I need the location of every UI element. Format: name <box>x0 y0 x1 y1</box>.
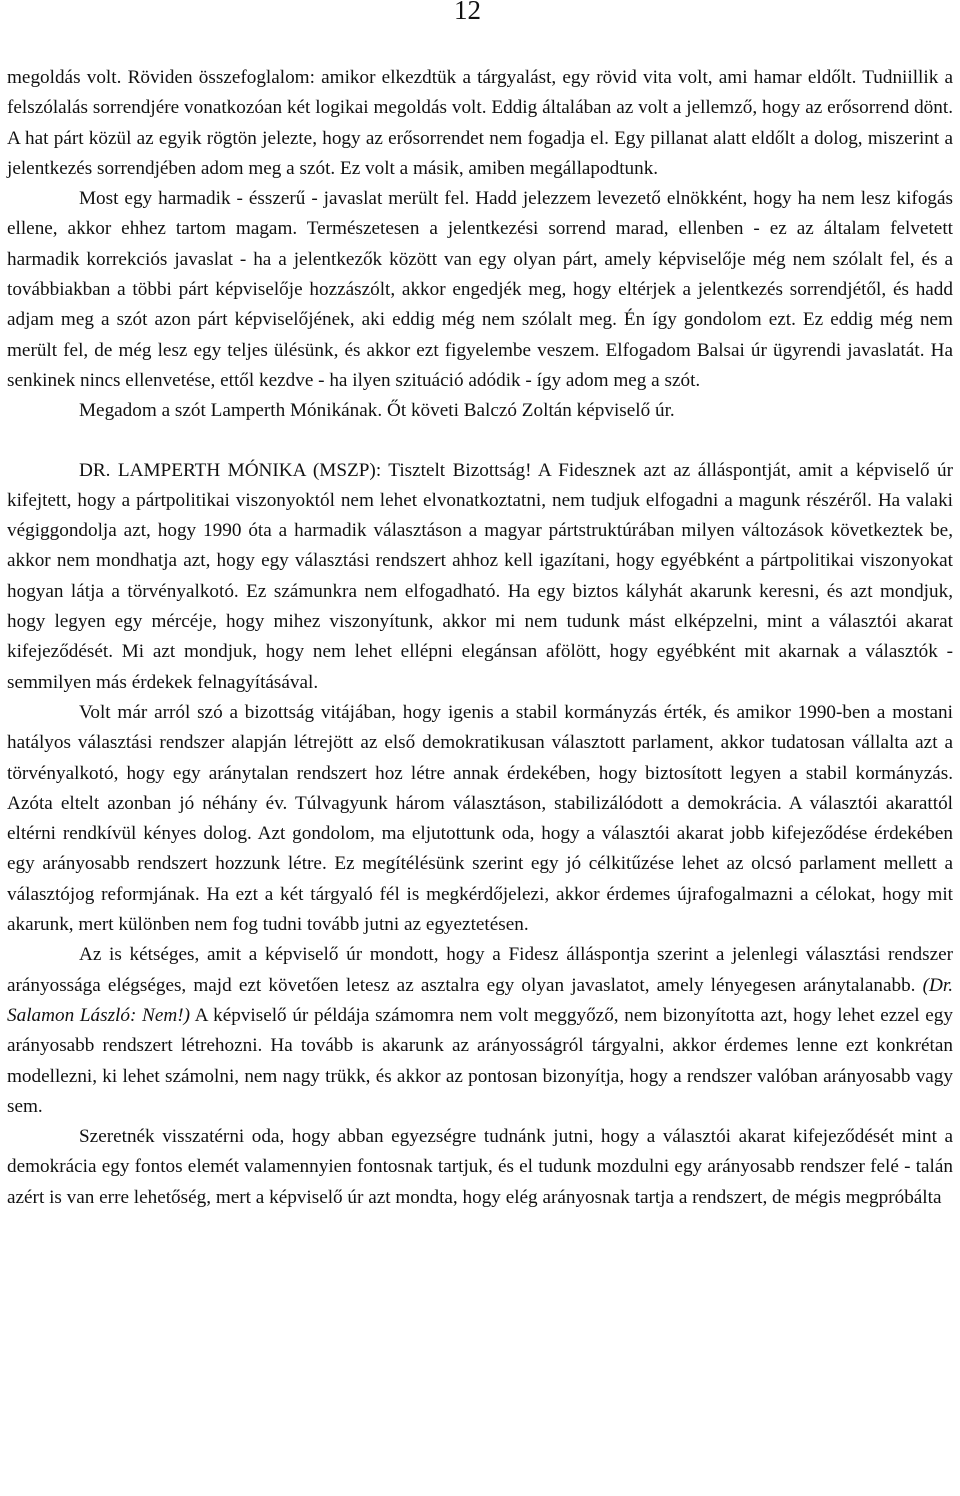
paragraph-text: Most egy harmadik - ésszerű - javaslat merült fel. Hadd jelezzem levezető elnökként, hogy ha nem lesz kifogás ellene, akkor ehhez tartom magam. Természetesen a jelentkezési sorrend marad, ellenben - ez az általam felvetett harmadik korrekciós javaslat - ha a jelentkezők között van egy olyan párt, amely képviselője még nem szólalt fel, és a továbbiakban a többi párt képviselője hozzászólt, akkor engedjék meg, hogy eltérjek a jelentkezés sorrendjétől, és hadd adjam meg a szót azon párt képviselőjének, aki eddig még nem szólalt meg. Én így gondolom ezt. Ez eddig még nem merült fel, de még lesz egy teljes ülésünk, és akkor ezt figyelembe veszem. Elfogadom Balsai úr ügyrendi javaslatát. Ha senkinek nincs ellenvetése, ettől kezdve - ha ilyen szituáció adódik - így adom meg a szót. <box>7 188 953 391</box>
paragraph-7 <box>7 1122 953 1213</box>
paragraph-2 <box>7 184 953 396</box>
paragraph-4 <box>7 456 953 698</box>
paragraph-1 <box>7 63 953 184</box>
paragraph-5 <box>7 698 953 940</box>
paragraph-text: Volt már arról szó a bizottság vitájában, hogy igenis a stabil kormányzás érték, és amikor 1990-ben a mostani hatályos választási rendszer alapján létrejött az első demokratikusan választott parlament, akkor tudatosan vállalta azt a törvényalkotó, hogy egy aránytalan rendszert hoz létre annak érdekében, hogy biztosított legyen a stabil kormányzás. Azóta eltelt azonban jó néhány év. Túlvagyunk három választáson, stabilizálódott a demokrácia. A választói akarattól eltérni rendkívül kényes dolog. Azt gondolom, ma eljutottunk oda, hogy a választói akarat jobb kifejeződése érdekében egy arányosabb rendszert hozzunk létre. Ez megítélésünk szerint egy jó célkitűzése lehet az olcsó parlament mellett a választójog reformjának. Ha ezt a két tárgyaló fél is megkérdőjelezi, akkor érdemes újrafogalmazni a célokat, hogy mit akarunk, mert különben nem fog tudni tovább jutni az egyeztetésen. <box>7 701 953 936</box>
paragraph-text: A képviselő úr példája számomra nem volt meggyőző, nem bizonyította azt, hogy lehet ezzel egy arányosabb rendszert létrehozni. Ha tovább is akarunk az arányosságról tárgyalni, akkor érdemes lenne ezt konkrétan modellezni, ki lehet számolni, nem nagy trükk, és akkor az pontosan bizonyítja, hogy a rendszer valóban arányosabb vagy sem. <box>7 1004 953 1117</box>
paragraph-text: DR. LAMPERTH MÓNIKA (MSZP): Tisztelt Bizottság! A Fidesznek azt az álláspontját, amit a képviselő úr kifejtett, hogy a pártpolitikai viszonyoktól nem lehet elvonatkoztatni, nem tudjuk elfogadni a magunk részéről. Ha valaki végiggondolja azt, hogy 1990 óta a harmadik választáson a magyar pártstruktúrában milyen változások következtek be, akkor nem mondhatja azt, hogy egy választási rendszert ahhoz kell igazítani, hogy egyébként a pártpolitikai viszonyokat hogyan látja a törvényalkotó. Ez számunkra nem elfogadható. Ha egy biztos kályhát akarunk keresni, és azt mondjuk, hogy legyen egy mércéje, hogy mihez viszonyítunk, akkor mi nem tudunk mást elképzelni, mint a választói akarat kifejeződését. Mi azt mondjuk, hogy nem lehet ellépni elegánsan afölött, hogy egyébként mit akarnak a választók - semmilyen más érdekek felnagyításával. <box>7 459 953 693</box>
interjection: (Dr. Salamon László: Nem!) <box>7 974 953 1026</box>
paragraph-text: Az is kétséges, amit a képviselő úr mondott, hogy a Fidesz álláspontja szerint a jelenlegi választási rendszer arányossága elégséges, majd ezt követően letesz az asztalra egy olyan javaslatot, amely lényegesen aránytalanabb. <box>7 944 953 996</box>
paragraph-text: Szeretnék visszatérni oda, hogy abban egyezségre tudnánk jutni, hogy a választói akarat kifejeződését mint a demokrácia egy fontos elemét valamennyien fontosnak tartjuk, és el tudunk mozdulni egy arányosabb rendszer felé - talán azért is van erre lehetőség, mert a képviselő úr azt mondta, hogy elég arányosnak tartja a rendszert, de mégis megpróbálta <box>7 1126 953 1208</box>
paragraph-6 <box>7 940 953 1122</box>
paragraph-text: Megadom a szót Lamperth Mónikának. Őt követi Balczó Zoltán képviselő úr. <box>79 400 675 422</box>
paragraph-text: megoldás volt. Röviden összefoglalom: amikor elkezdtük a tárgyalást, egy rövid vita volt, ami hamar eldőlt. Tudniillik a felszólalás sorrendjére vonatkozóan két logikai megoldás volt. Eddig általában az volt a jellemző, hogy az erősorrend dönt. A hat párt közül az egyik rögtön jelezte, hogy az erősorrendet nem fogadja el. Egy pillanat alatt eldőlt a dolog, miszerint a jelentkezés sorrendjében adom meg a szót. Ez volt a másik, amiben megállapodtunk. <box>7 67 953 179</box>
document-body <box>7 63 953 1213</box>
page-number: 12 <box>454 0 481 25</box>
paragraph-3 <box>7 396 953 426</box>
